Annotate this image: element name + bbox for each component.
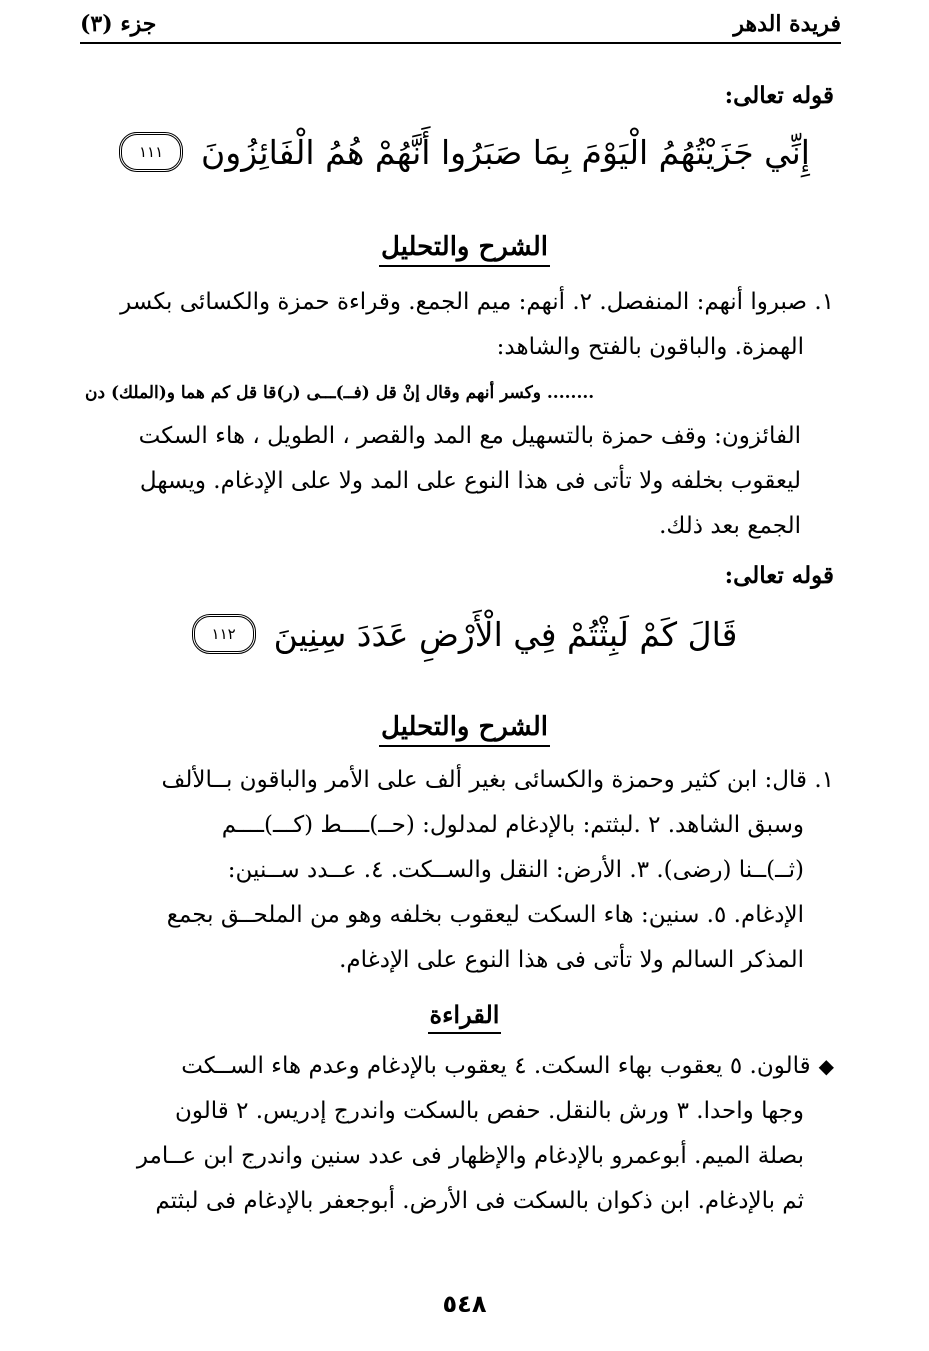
ayah-number-1: ١١١	[119, 132, 183, 172]
section-heading-1: الشرح والتحليل	[379, 232, 550, 267]
qiraa-first-line	[85, 1044, 834, 1089]
heading-wrap-3	[0, 1000, 929, 1034]
text-line: قالون. ٥ يعقوب بهاء السكت. ٤ يعقوب بالإدغام وعدم هاء الســكت	[181, 1053, 811, 1079]
qiraa-block	[85, 1044, 834, 1224]
verse-1-text: إِنِّي جَزَيْتُهُمُ الْيَوْمَ بِمَا صَبَرُوا أَنَّهُمْ هُمُ الْفَائِزُونَ	[201, 132, 810, 172]
text-line: بصلة الميم. أبوعمرو بالإدغام والإظهار فى عدد سنين واندرج ابن عــامر	[136, 1143, 804, 1169]
verse-2-text: قَالَ كَمْ لَبِثْتُمْ فِي الْأَرْضِ عَدَدَ سِنِينَ	[273, 614, 738, 654]
explanation-2	[85, 758, 834, 983]
text-line: (ثــ)ــنا (رضى). ٣. الأرض: النقل والســكت. ٤. عــدد ســنين:	[227, 857, 804, 883]
qiraa-heading: القراءة	[428, 1000, 502, 1034]
text-line: المذكر السالم ولا تأتى فى هذا النوع على الإدغام.	[339, 947, 804, 973]
text-line: وسبق الشاهد. ٢ .لبثتم: بالإدغام لمدلول: (حــ)ــــط (كـــ)ــــم	[221, 812, 804, 838]
book-title: فريدة الدهر	[733, 11, 841, 37]
qawl-label-1: قوله تعالى:	[724, 82, 834, 109]
explanation-1b	[85, 414, 801, 549]
page-number: ٥٤٨	[442, 1290, 487, 1318]
ayah-number-2: ١١٢	[192, 614, 256, 654]
text-line: الفائزون: وقف حمزة بالتسهيل مع المد والقصر ، الطويل ، هاء السكت	[138, 423, 801, 449]
text-line: الجمع بعد ذلك.	[659, 513, 801, 539]
text-line: الهمزة. والباقون بالفتح والشاهد:	[496, 334, 804, 360]
part-label: جزء (٣)	[80, 11, 157, 37]
shahid-verse: ........ وكسر أنهم وقال إنْ قل (فــ)ـــى (ر)قا قل كم هما و(الملك) دن	[85, 383, 595, 403]
verse-1	[90, 132, 839, 172]
heading-wrap-2	[0, 712, 929, 747]
text-line: الإدغام. ٥. سنين: هاء السكت ليعقوب بخلفه وهو من الملحــق بجمع	[166, 902, 804, 928]
text-line: ليعقوب بخلفه ولا تأتى فى هذا النوع على المد ولا على الإدغام. ويسهل	[139, 468, 801, 494]
verse-2	[90, 614, 839, 654]
section-heading-2: الشرح والتحليل	[379, 712, 550, 747]
qawl-label-2: قوله تعالى:	[724, 562, 834, 589]
diamond-icon: ◆	[818, 1054, 834, 1078]
explanation-1	[85, 280, 834, 370]
text-line: وجها واحدا. ٣ ورش بالنقل. حفص بالسكت واندرج إدريس. ٢ قالون	[175, 1098, 804, 1124]
header-divider	[80, 42, 841, 44]
text-line: ثم بالإدغام. ابن ذكوان بالسكت فى الأرض. أبوجعفر بالإدغام فى لبثتم	[155, 1188, 804, 1214]
page-header	[80, 8, 841, 40]
text-line: ١. صبروا أنهم: المنفصل. ٢. أنهم: ميم الجمع. وقراءة حمزة والكسائى بكسر	[120, 289, 834, 315]
heading-wrap-1	[0, 232, 929, 267]
text-line: ١. قال: ابن كثير وحمزة والكسائى بغير ألف على الأمر والباقون بــالألف	[161, 767, 834, 793]
